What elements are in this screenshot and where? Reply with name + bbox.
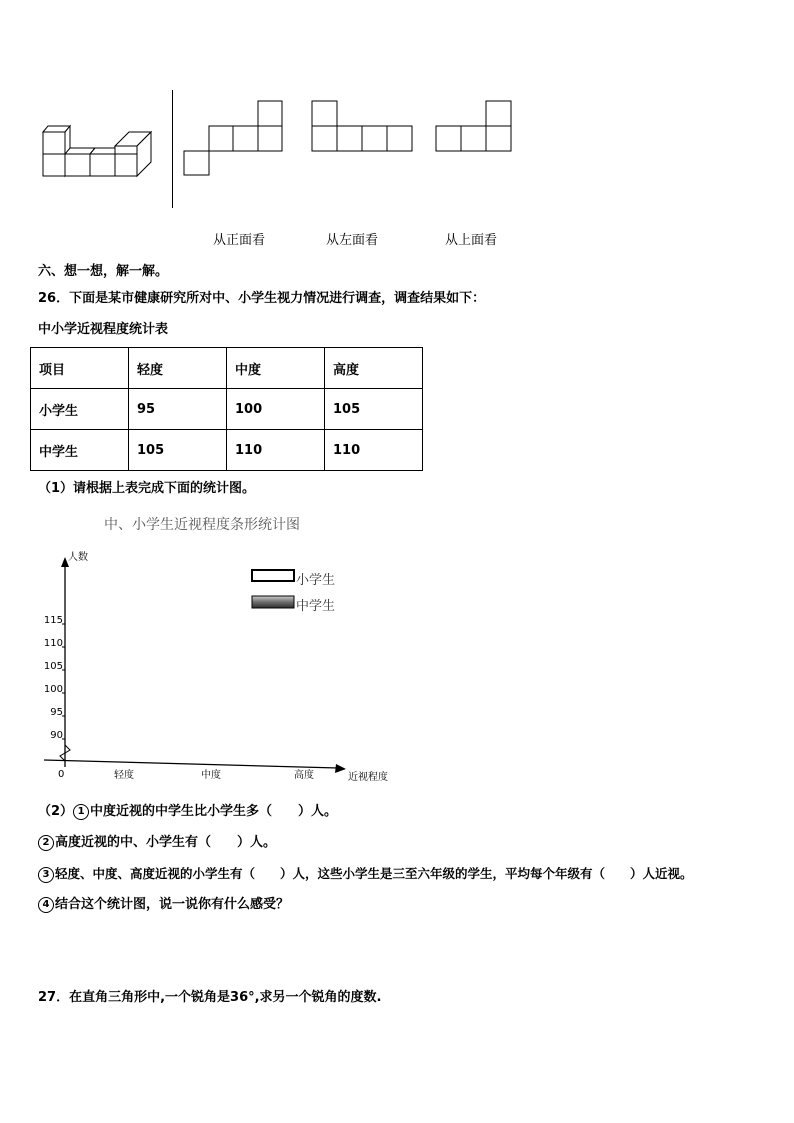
table-header-cell: 项目 (31, 348, 129, 389)
origin-label: 0 (58, 769, 65, 780)
table-header-row (31, 348, 423, 389)
table-row (31, 389, 423, 430)
top-view-label: 从上面看 (445, 233, 498, 248)
question-26-intro: 26．下面是某市健康研究所对中、小学生视力情况进行调查，调查结果如下： (38, 291, 486, 306)
x-axis-label: 近视程度 (348, 772, 388, 783)
front-view-grid (183, 100, 283, 180)
part-1-instruction: （1）请根据上表完成下面的统计图。 (38, 481, 256, 496)
table-header-cell: 中度 (227, 348, 325, 389)
part-2-prefix: （2） (38, 804, 74, 819)
y-tick-label: 100 (43, 684, 63, 695)
x-axis (44, 760, 338, 768)
myopia-stats-table (30, 347, 423, 471)
table-cell: 中学生 (31, 430, 129, 471)
front-view-label: 从正面看 (213, 233, 266, 248)
y-tick-label: 90 (50, 730, 63, 741)
table-header-cell: 高度 (325, 348, 423, 389)
table-cell: 100 (227, 389, 325, 430)
table-cell: 105 (129, 430, 227, 471)
sub-question-text: 结合这个统计图，说一说你有什么感受？ (55, 897, 290, 912)
part-2-sub-4 (38, 897, 289, 913)
legend-swatch-primary (252, 570, 294, 581)
y-tick-label: 115 (43, 615, 63, 626)
question-27: 27．在直角三角形中,一个锐角是36°,求另一个锐角的度数. (38, 990, 382, 1005)
part-2-sub-2 (38, 835, 276, 851)
section-heading: 六、想一想，解一解。 (38, 264, 169, 279)
left-view-grid (311, 100, 416, 155)
y-tick-label: 105 (43, 661, 63, 672)
circled-number: 1 (73, 804, 89, 820)
circled-number: 4 (38, 897, 54, 913)
part-2-sub-3 (38, 866, 693, 883)
legend-label-primary: 小学生 (296, 573, 336, 588)
x-category-label: 高度 (294, 770, 314, 781)
sub-question-text: 中度近视的中学生比小学生多（ ）人。 (90, 804, 338, 819)
table-cell: 小学生 (31, 389, 129, 430)
y-tick-label: 110 (43, 638, 63, 649)
x-category-label: 中度 (201, 770, 221, 781)
bar-chart (38, 545, 398, 785)
part-2-sub-1 (38, 804, 337, 820)
y-tick-label: 95 (50, 707, 63, 718)
circled-number: 2 (38, 835, 54, 851)
chart-title: 中、小学生近视程度条形统计图 (104, 517, 300, 533)
top-view-grid (435, 100, 515, 155)
cube-solid-figure (40, 122, 170, 192)
table-row (31, 430, 423, 471)
sub-question-text: 高度近视的中、小学生有（ ）人。 (55, 835, 277, 850)
left-view-label: 从左面看 (326, 233, 379, 248)
table-header-cell: 轻度 (129, 348, 227, 389)
table-cell: 110 (227, 430, 325, 471)
table-cell: 95 (129, 389, 227, 430)
circled-number: 3 (38, 867, 54, 883)
x-axis-arrow-icon (335, 764, 346, 773)
table-cell: 105 (325, 389, 423, 430)
legend-swatch-middle (252, 596, 294, 608)
legend-label-middle: 中学生 (296, 599, 336, 614)
table-cell: 110 (325, 430, 423, 471)
y-axis-label: 人数 (68, 552, 88, 563)
sub-question-text: 轻度、中度、高度近视的小学生有（ ）人，这些小学生是三至六年级的学生，平均每个年级有（ ）人近视。 (55, 866, 693, 881)
table-title: 中小学近视程度统计表 (38, 322, 169, 337)
separator-line (172, 90, 173, 208)
x-category-label: 轻度 (114, 770, 134, 781)
